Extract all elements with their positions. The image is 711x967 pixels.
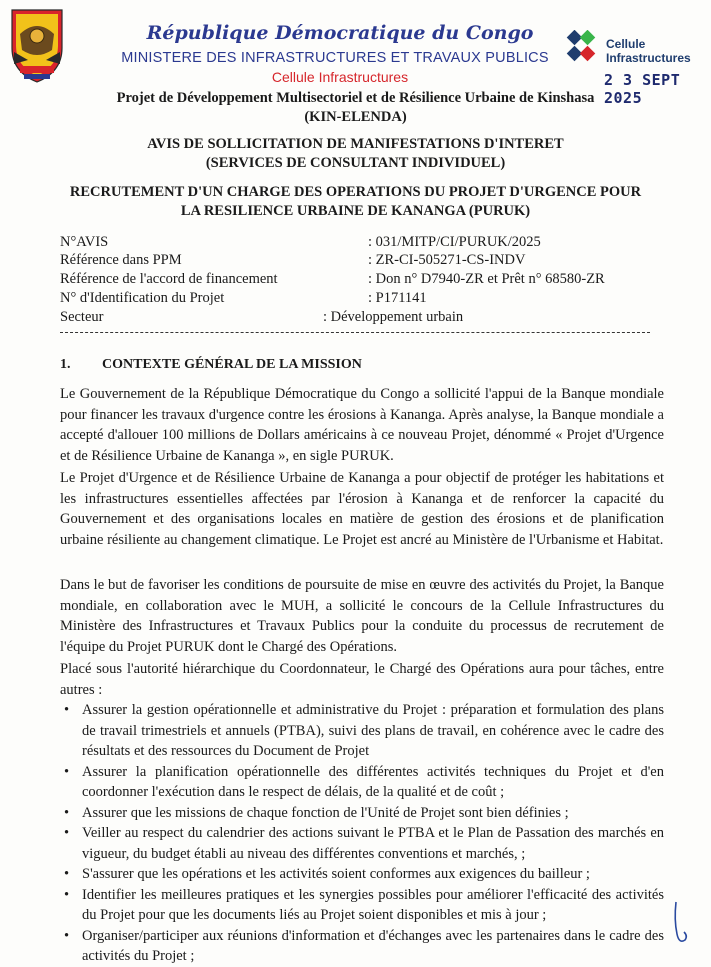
task-list bbox=[60, 700, 664, 967]
list-item-text: Veiller au respect du calendrier des actions suivant le PTBA et le Plan de Passation des marchés en vigueur, du budget établi au niveau des différentes conventions et marchés, ; bbox=[82, 825, 664, 862]
ref-value-secteur: : Développement urbain bbox=[323, 309, 464, 325]
list-item-text: Assurer la planification opérationnelle des différentes activités techniques du Projet et d'en coordonner l'exécution dans le respect de délais, de la qualité et de coût ; bbox=[82, 763, 664, 800]
handwritten-initial-mark bbox=[670, 900, 690, 948]
section-title: CONTEXTE GÉNÉRAL DE LA MISSION bbox=[102, 357, 362, 372]
cellule-title: Cellule Infrastructures bbox=[271, 69, 409, 85]
list-item bbox=[60, 864, 664, 885]
dashed-divider bbox=[60, 332, 650, 333]
ref-label-avis: N°AVIS bbox=[60, 234, 109, 250]
republic-title: République Démocratique du Congo bbox=[146, 22, 534, 44]
list-item bbox=[60, 762, 664, 803]
paragraph-4: Placé sous l'autorité hiérarchique du Coordonnateur, le Chargé des Opérations aura pour tâches, entre autres : bbox=[60, 661, 664, 698]
bullet-icon: • bbox=[64, 825, 70, 841]
bullet-icon: • bbox=[64, 804, 70, 821]
logo-text-line1: Cellule bbox=[606, 37, 646, 51]
paragraph-2: Le Projet d'Urgence et de Résilience Urbaine de Kananga a pour objectif de protéger les habitations et les infrastructures essentielles affectées par l'érosion à Kananga et de renforcer la capacité du Gouvernement et des organisations locales en matière de gestion des érosions et de planification urbaine résiliente au changement climatique. Le Projet est ancré au Ministère de l'Urbanisme et Habitat. bbox=[60, 470, 664, 548]
paragraph-3: Dans le but de favoriser les conditions de poursuite de mise en œuvre des activités du Projet, la Banque mondiale, en collaboration avec le MUH, a sollicité le concours de la Cellule Infrastructures du Ministère des Infrastructures et Travaux Publics pour la conduite du processus de recrutement de l'équipe du Projet PURUK dont le Chargé des Opérations. bbox=[60, 577, 664, 655]
section-heading bbox=[60, 357, 362, 373]
ref-label-secteur: Secteur bbox=[60, 309, 104, 325]
logo-diamonds-icon bbox=[562, 30, 600, 68]
ref-label-identification: N° d'Identification du Projet bbox=[60, 290, 225, 306]
list-item-text: Assurer que les missions de chaque fonction de l'Unité de Projet sont bien définies ; bbox=[82, 804, 569, 821]
project-title-line2: (KIN-ELENDA) bbox=[304, 109, 407, 125]
bullet-icon: • bbox=[64, 866, 70, 882]
list-item-text: Identifier les meilleures pratiques et les synergies possibles pour améliorer l'efficacité des activités du Projet pour que les documents liés au Projet soient disponibles et mis à jour ; bbox=[82, 886, 664, 923]
list-item bbox=[60, 823, 664, 864]
bullet-icon: • bbox=[64, 763, 70, 780]
bullet-icon: • bbox=[64, 702, 70, 718]
date-stamp: 2 3 SEPT 2025 bbox=[604, 71, 681, 107]
list-item-text: Assurer la gestion opérationnelle et administrative du Projet : préparation et formulation des plans de travail trimestriels et annuels (PTBA), suivi des plans de travail, en cohérence avec le cadre des résultats et des ressources du Document de Projet bbox=[82, 702, 664, 759]
recrutement-title-line2: LA RESILIENCE URBAINE DE KANANGA (PURUK) bbox=[180, 203, 531, 219]
ref-label-financement: Référence de l'accord de financement bbox=[60, 271, 278, 287]
recrutement-title-line1: RECRUTEMENT D'UN CHARGE DES OPERATIONS DU PROJET D'URGENCE POUR bbox=[69, 184, 642, 200]
ref-label-ppm: Référence dans PPM bbox=[60, 252, 182, 268]
section-number: 1. bbox=[60, 357, 71, 372]
ministry-title: MINISTERE DES INFRASTRUCTURES ET TRAVAUX PUBLICS bbox=[121, 50, 549, 66]
list-item bbox=[60, 803, 664, 824]
cellule-infrastructures-logo bbox=[562, 30, 711, 70]
ref-value-identification: : P171141 bbox=[368, 290, 427, 306]
logo-text-line2: Infrastructures bbox=[606, 51, 691, 65]
bullet-icon: • bbox=[64, 927, 70, 944]
bullet-icon: • bbox=[64, 886, 70, 903]
avis-title-line2: (SERVICES DE CONSULTANT INDIVIDUEL) bbox=[205, 155, 506, 171]
ref-value-financement: : Don n° D7940-ZR et Prêt n° 68580-ZR bbox=[368, 271, 605, 287]
avis-title-line1: AVIS DE SOLLICITATION DE MANIFESTATIONS D'INTERET bbox=[147, 136, 564, 152]
list-item bbox=[60, 700, 664, 762]
coat-of-arms-emblem bbox=[6, 4, 68, 84]
list-item bbox=[60, 926, 664, 967]
paragraph-1: Le Gouvernement de la République Démocratique du Congo a sollicité l'appui de la Banque mondiale pour financer les travaux d'urgence contre les érosions à Kananga. Après analyse, la Banque mondiale a accepté d'allouer 100 millions de Dollars américains à ce nouveau Projet, dénommé « Projet d'Urgence et de Résilience Urbaine de Kananga », en sigle PURUK. bbox=[60, 386, 664, 464]
list-item bbox=[60, 885, 664, 926]
list-item-text: S'assurer que les opérations et les activités soient conformes aux exigences du bailleur ; bbox=[82, 866, 590, 882]
ref-value-avis: : 031/MITP/CI/PURUK/2025 bbox=[368, 234, 541, 250]
list-item-text: Organiser/participer aux réunions d'information et d'échanges avec les partenaires dans le cadre des activités du Projet ; bbox=[82, 927, 664, 964]
project-title-line1: Projet de Développement Multisectoriel et de Résilience Urbaine de Kinshasa bbox=[116, 90, 595, 106]
ref-value-ppm: : ZR-CI-505271-CS-INDV bbox=[368, 252, 526, 268]
